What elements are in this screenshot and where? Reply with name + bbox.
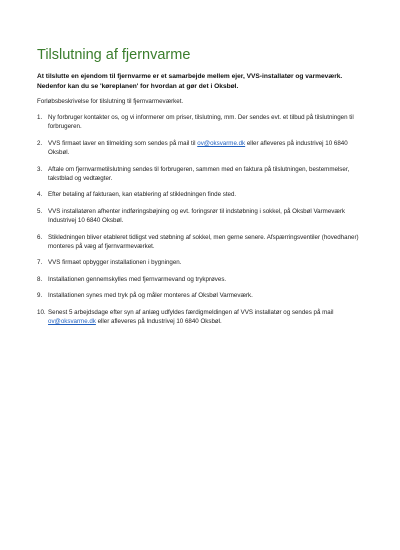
step-text: [48, 139, 360, 158]
list-item: [37, 190, 360, 199]
step-text: Aftale om fjernvarmetilslutning sendes til forbrugeren, sammen med en faktura på tilslutningen, bestemmelser, takstblad og vedtægter.: [48, 165, 350, 183]
step-text-post: eller afleveres på industrivej 10 6840 Oksbøl.: [48, 139, 348, 157]
step-text-pre: Senest 5 arbejdsdage efter syn af anlæg udfyldes færdigmeldingen af VVS installatør og sendes på mail: [48, 308, 334, 316]
step-number: 3.: [37, 165, 43, 173]
step-number: 1.: [37, 114, 43, 121]
step-text: [48, 308, 360, 327]
step-number: 9.: [37, 292, 43, 300]
list-item: [37, 233, 360, 252]
intro-paragraph: At tilslutte en ejendom til fjernvarme er et samarbejde mellem ejer, VVS-installatør og varmeværk. Nedenfor kan du se 'køreplanen' for hvordan at gør det i Oksbøl.: [37, 73, 343, 90]
list-item: [37, 207, 360, 226]
email-link[interactable]: ov@oksvarme.dk: [197, 139, 246, 147]
step-number: 7.: [37, 259, 43, 267]
list-item: [37, 308, 360, 327]
step-text: Stikledningen bliver etableret tidligst ved støbning af sokkel, men gerne senere. Afspærringsventiler (hovedhaner) monteres på væg af fjernvarmeværket.: [48, 233, 359, 251]
step-number: 6.: [37, 233, 43, 241]
step-number: 2.: [37, 139, 43, 147]
step-text-post: eller afleveres på Industrivej 10 6840 Oksbøl.: [95, 318, 222, 326]
list-item: [37, 165, 360, 184]
step-number: 4.: [37, 191, 43, 199]
email-link[interactable]: ov@oksvarme.dk: [48, 318, 96, 326]
step-text: Ny forbruger kontakter os, og vi informerer om priser, tilslutning, mm. Der sendes evt. et tilbud på tilslutningen til forbrugeren.: [48, 114, 354, 131]
step-text: Efter betaling af fakturaen, kan etablering af stikledningen finde sted.: [48, 191, 237, 199]
step-text: VVS firmaet opbygger installationen i bygningen.: [48, 259, 182, 267]
lead-paragraph: Forløbsbeskrivelse for tilslutning til fjernvarmeværket.: [37, 98, 184, 105]
steps-list: [37, 113, 360, 327]
step-number: 10.: [37, 308, 46, 316]
step-text: Installationen gennemskylles med fjernvarmevand og trykprøves.: [48, 275, 227, 283]
list-item: [37, 113, 360, 132]
list-item: [37, 275, 360, 284]
page-title: Tilslutning af fjernvarme: [37, 47, 191, 63]
step-text: VVS installatøren afhenter indføringsbøjning og evt. foringsrør til indstøbning i sokkel, på Oksbøl Varmeværk Industrivej 10 6840 Oksbøl.: [48, 207, 346, 225]
list-item: [37, 291, 360, 300]
step-text-pre: VVS firmaet laver en tilmelding som sendes på mail til: [48, 139, 198, 147]
list-item: [37, 258, 360, 267]
step-number: 8.: [37, 275, 43, 283]
step-number: 5.: [37, 207, 43, 215]
list-item: [37, 139, 360, 158]
step-text: Installationen synes med tryk på og måler monteres af Oksbøl Varmeværk.: [48, 292, 253, 300]
